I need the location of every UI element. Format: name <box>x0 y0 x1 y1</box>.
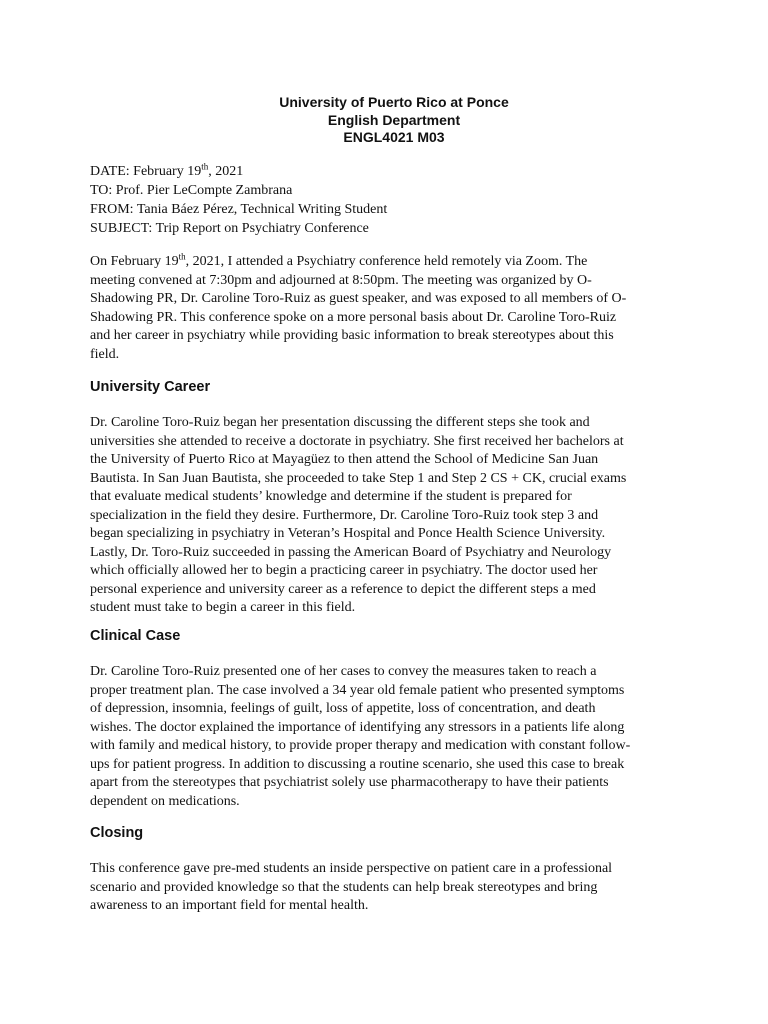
paragraph-line: Shadowing PR. This conference spoke on a more personal basis about Dr. Caroline Toro-Ruiz <box>90 309 617 325</box>
paragraph-line: scenario and provided knowledge so that the students can help break stereotypes and bring <box>90 879 598 895</box>
paragraph-line: which officially allowed her to begin a practicing career in psychiatry. The doctor used her <box>90 563 598 578</box>
paragraph-line: wishes. The doctor explained the importance of identifying any stressors in a patients life along <box>90 719 625 735</box>
paragraph-line: Lastly, Dr. Toro-Ruiz succeeded in passing the American Board of Psychiatry and Neurology <box>90 544 612 560</box>
paragraph-line: meeting convened at 7:30pm and adjourned at 8:50pm. The meeting was organized by O- <box>90 272 592 288</box>
paragraph-line: Dr. Caroline Toro-Ruiz began her presentation discussing the different steps she took and <box>90 415 590 430</box>
career-paragraph <box>90 414 680 618</box>
paragraph-line: Dr. Caroline Toro-Ruiz presented one of her cases to convey the measures taken to reach a <box>90 664 597 679</box>
paragraph-line: field. <box>90 346 120 362</box>
paragraph-line: and her career in psychiatry while providing basic information to break stereotypes about this <box>90 328 614 343</box>
paragraph-line: dependent on medications. <box>90 793 240 809</box>
paragraph-line: Bautista. In San Juan Bautista, she proceeded to take Step 1 and Step 2 CS + CK, crucial exams <box>90 470 627 486</box>
paragraph-line: that evaluate medical students’ knowledge and determine if the student is prepared for <box>90 489 572 504</box>
section-heading-clinical-case: Clinical Case <box>90 628 181 644</box>
paragraph-line: specialization in the field they desire. Furthermore, Dr. Caroline Toro-Ruiz took step 3 and <box>90 507 599 523</box>
paragraph-line: of depression, insomnia, feelings of guilt, loss of appetite, loss of concentration, and death <box>90 701 596 716</box>
memo-date: DATE: February 19th, 2021 <box>90 161 244 179</box>
clinical-paragraph <box>90 663 680 811</box>
paragraph-line: began specializing in psychiatry in Veteran’s Hospital and Ponce Health Science University. <box>90 526 606 541</box>
section-heading-university-career: University Career <box>90 379 211 395</box>
paragraph-line: ups for patient progress. In addition to discussing a routine scenario, she used this case to break <box>90 756 625 772</box>
section-heading-closing: Closing <box>90 825 144 841</box>
paragraph-line: awareness to an important field for mental health. <box>90 898 369 913</box>
closing-paragraph <box>90 860 680 916</box>
paragraph-line: the University of Puerto Rico at Mayagüez to then attend the School of Medicine San Juan <box>90 452 599 467</box>
document-header <box>150 94 638 147</box>
department-name: English Department <box>327 111 461 128</box>
memo-subject: SUBJECT: Trip Report on Psychiatry Conference <box>90 221 369 236</box>
paragraph-line: proper treatment plan. The case involved a 34 year old female patient who presented symptoms <box>90 682 625 698</box>
paragraph-line: On February 19th, 2021, I attended a Psychiatry conference held remotely via Zoom. The <box>90 251 588 269</box>
memo-to: TO: Prof. Pier LeCompte Zambrana <box>90 183 293 198</box>
paragraph-line: student must take to begin a career in this field. <box>90 600 356 615</box>
paragraph-line: Shadowing PR, Dr. Caroline Toro-Ruiz as guest speaker, and was exposed to all members of O- <box>90 291 627 306</box>
paragraph-line: with family and medical history, to provide proper therapy and medication with constant follow- <box>90 738 631 753</box>
intro-paragraph <box>90 253 680 364</box>
paragraph-line: personal experience and university career as a reference to depict the different steps a med <box>90 581 596 597</box>
course-code: ENGL4021 M03 <box>343 129 445 145</box>
paragraph-line: This conference gave pre-med students an inside perspective on patient care in a professional <box>90 861 613 876</box>
university-name: University of Puerto Rico at Ponce <box>279 94 509 110</box>
paragraph-line: apart from the stereotypes that psychiatrist solely use pharmacotherapy to have their patients <box>90 775 609 790</box>
memo-from: FROM: Tania Báez Pérez, Technical Writing Student <box>90 202 388 217</box>
memo-block <box>90 162 690 238</box>
paragraph-line: universities she attended to receive a doctorate in psychiatry. She first received her bachelors at <box>90 433 624 449</box>
